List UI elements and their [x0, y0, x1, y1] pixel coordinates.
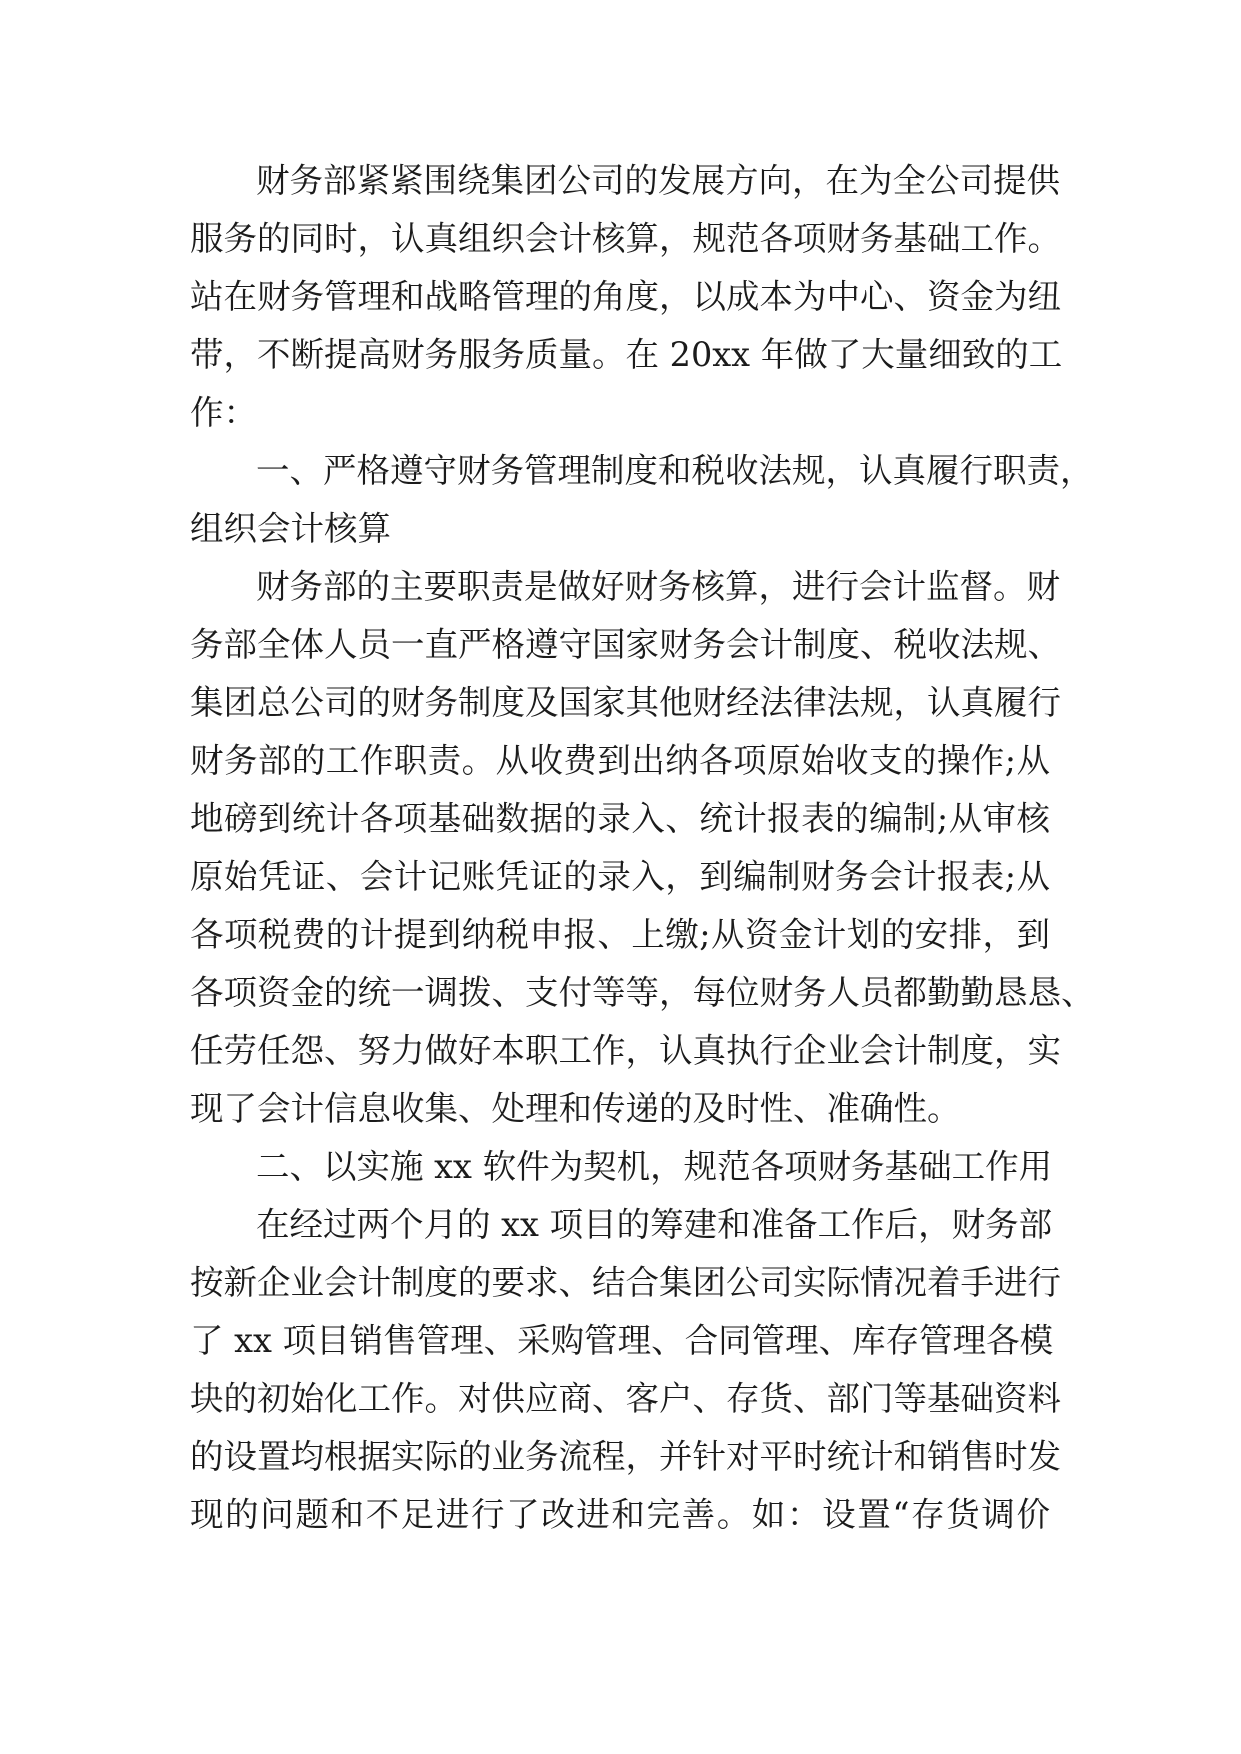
- section-heading-2: 二、以实施 xx 软件为契机，规范各项财务基础工作用: [256, 1147, 1053, 1186]
- paragraph-3-line-4: 块的初始化工作。对供应商、客户、存货、部门等基础资料: [190, 1379, 1061, 1418]
- paragraph-3-line-2: 按新企业会计制度的要求、结合集团公司实际情况着手进行: [190, 1263, 1061, 1302]
- paragraph-2-line-1: 财务部的主要职责是做好财务核算，进行会计监督。财: [256, 567, 1060, 606]
- paragraph-3-line-6: 现的问题和不足进行了改进和完善。如：设置“存货调价: [190, 1495, 1050, 1534]
- paragraph-1-line-5: 作：: [190, 393, 257, 432]
- paragraph-2-line-3: 集团总公司的财务制度及国家其他财经法律法规，认真履行: [190, 683, 1061, 722]
- section-heading-1-line-1: 一、严格遵守财务管理制度和税收法规，认真履行职责，: [256, 451, 1094, 490]
- paragraph-1-line-1: 财务部紧紧围绕集团公司的发展方向，在为全公司提供: [256, 161, 1060, 200]
- paragraph-2-line-9: 任劳任怨、努力做好本职工作，认真执行企业会计制度，实: [190, 1031, 1061, 1070]
- paragraph-1-line-3: 站在财务管理和战略管理的角度，以成本为中心、资金为纽: [190, 277, 1061, 316]
- paragraph-2-line-6: 原始凭证、会计记账凭证的录入，到编制财务会计报表;从: [190, 857, 1050, 896]
- paragraph-3-line-5: 的设置均根据实际的业务流程，并针对平时统计和销售时发: [190, 1437, 1061, 1476]
- paragraph-2-line-2: 务部全体人员一直严格遵守国家财务会计制度、税收法规、: [190, 625, 1061, 664]
- paragraph-2-line-5: 地磅到统计各项基础数据的录入、统计报表的编制;从审核: [190, 799, 1050, 838]
- paragraph-2-line-10: 现了会计信息收集、处理和传递的及时性、准确性。: [190, 1089, 961, 1128]
- section-heading-1-line-2: 组织会计核算: [190, 509, 391, 548]
- paragraph-3-line-3: 了 xx 项目销售管理、采购管理、合同管理、库存管理各模: [190, 1321, 1054, 1360]
- paragraph-2-line-8: 各项资金的统一调拨、支付等等，每位财务人员都勤勤恳恳、: [190, 973, 1095, 1012]
- paragraph-2-line-7: 各项税费的计提到纳税申报、上缴;从资金计划的安排，到: [190, 915, 1050, 954]
- paragraph-1-line-2: 服务的同时，认真组织会计核算，规范各项财务基础工作。: [190, 219, 1061, 258]
- paragraph-1-line-4: 带，不断提高财务服务质量。在 20xx 年做了大量细致的工: [190, 335, 1063, 374]
- paragraph-3-line-1: 在经过两个月的 xx 项目的筹建和准备工作后，财务部: [256, 1205, 1053, 1244]
- paragraph-2-line-4: 财务部的工作职责。从收费到出纳各项原始收支的操作;从: [190, 741, 1050, 780]
